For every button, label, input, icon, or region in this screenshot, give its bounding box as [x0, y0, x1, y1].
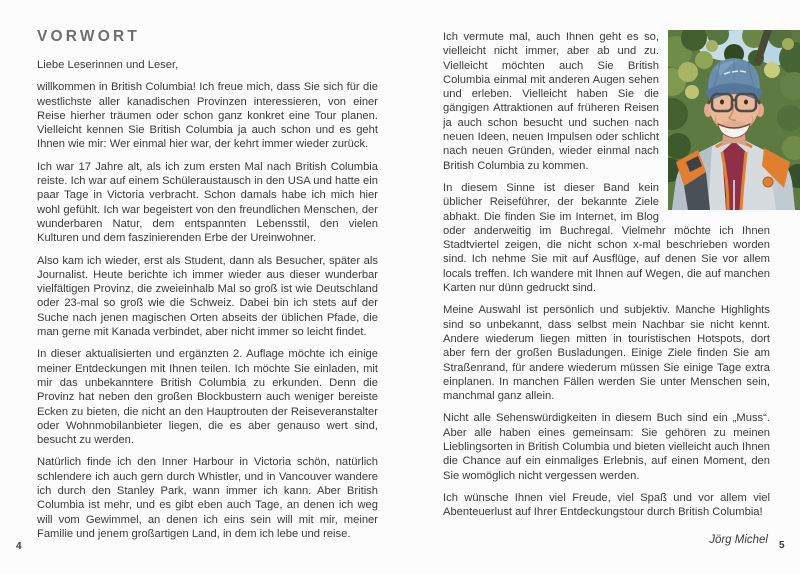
paragraph: Liebe Leserinnen und Leser, [37, 59, 179, 71]
paragraph: willkommen in British Columbia! Ich freue mich, dass Sie sich für die westlichste aller kanadischen Provinzen interessieren, von einer Reise hierher träumen oder schon ganz konkret eine Tour planen. Vielleicht kennen Sie British Columbia ja auch schon und es geht Ihnen wie mir: Wer einmal hier war, der kehrt immer wieder zurück. [37, 81, 378, 151]
author-photo [668, 30, 800, 210]
page-right [443, 30, 770, 546]
page-number-right: 5 [779, 540, 785, 551]
paragraph: In diesem Sinne ist dieser Band kein üblicher Reiseführer, der bekannte Ziele abhakt. Die finden Sie im Internet, im Blog oder anderweitig im Buchregal. Vielmehr möchte ich Ihnen Stadtviertel zeigen, die nicht schon x-mal beschrieben worden sind. Ich nehme Sie mit auf Ausflüge, auf denen Sie vor allem locals treffen. Ich wandere mit Ihnen auf Wegen, die auf manchen Karten nur dünn gedruckt sind. [443, 181, 770, 295]
page-title: VORWORT [37, 28, 141, 45]
paragraph: Nicht alle Sehenswürdigkeiten in diesem Buch sind ein „Muss“. Aber alle haben eines gemeinsam: Sie gehören zu meinen Lieblingsorten in British Columbia und bieten vielleicht auch Ihnen die Chance auf ein einmaliges Erlebnis, auf einen Moment, den Sie womöglich nicht vergessen werden. [443, 412, 770, 482]
paragraph: Also kam ich wieder, erst als Student, dann als Besucher, später als Journalist. Heute berichte ich immer wieder aus dieser wunderbar vielfältigen Provinz, die zweieinhalb Mal so groß ist wie Deutschland oder 23-mal so groß wie die Schweiz. Dabei bin ich stets auf der Suche nach jenen magischen Orten abseits der üblichen Pfade, die man gerne mit Kanada verbindet, aber nicht immer so leicht findet. [37, 254, 378, 339]
paragraph: Meine Auswahl ist persönlich und subjektiv. Manche Highlights sind so unbekannt, dass selbst mein Nachbar sie nicht kennt. Andere wiederum liegen mitten in touristischen Hotspots, dort aber fern der großen Busladungen. Einige Ziele finden Sie am Straßenrand, für andere wiederum müssen Sie einige Tage extra einplanen. In manchen Fällen werden Sie unter Menschen sein, manchmal ganz allein. [443, 304, 770, 403]
paragraph: In dieser aktualisierten und ergänzten 2. Auflage möchte ich einige meiner Entdeckungen mit Ihnen teilen. Ich möchte Sie einladen, mit mir das unbekanntere British Columbia zu erkunden. Denn die Provinz hat neben den großen Blockbustern auch weniger bereiste Ecken zu bieten, die nicht an den Hauptrouten der Reiseveranstalter oder Wohnmobilanbieter liegen, die es aber genauso wert sind, besucht zu werden. [37, 348, 378, 447]
paragraph: Ich war 17 Jahre alt, als ich zum ersten Mal nach British Columbia reiste. Ich war auf einem Schüleraustausch in den USA und hatte ein paar Tage in Victoria verbracht. Schon damals habe ich mich hier wohl gefühlt. Ich war begeistert von den freundlichen Menschen, der wunderbaren Natur, dem entspannten Lebensstil, den vielen Kulturen und dem faszinierenden Erbe der Ureinwohner. [37, 160, 378, 245]
author-signature: Jörg Michel [709, 533, 768, 546]
paragraph: Ich vermute mal, auch Ihnen geht es so, vielleicht nicht immer, aber ab und zu. Vielleicht möchten auch Sie British Columbia einmal mit anderen Augen sehen und erleben. Vielleicht haben Sie die gängigen Attraktionen auf früheren Reisen ja auch schon besucht und suchen nach neuen Ideen, neuen Impulsen oder schlicht nach neuen Gründen, wieder einmal nach British Columbia zu kommen. [443, 31, 659, 172]
paragraph: Natürlich finde ich den Inner Harbour in Victoria schön, natürlich schlendere ich auch gern durch Whistler, und in Vancouver wandere ich durch den Stanley Park, wann immer ich kann. Aber British Columbia ist mehr, und es gibt eben auch Tage, an denen ich weg will vom Gewimmel, an denen ich eins sein will mit mir, meiner Familie und jenem großartigen Land, in dem ich lebe und reise. [37, 456, 378, 540]
paragraph: Ich wünsche Ihnen viel Freude, viel Spaß und vor allem viel Abenteuerlust auf Ihrer Entdeckungstour durch British Columbia! [443, 491, 770, 519]
page-left [37, 28, 378, 541]
page-number-left: 4 [16, 541, 22, 552]
author-photo-graphic [668, 30, 800, 210]
